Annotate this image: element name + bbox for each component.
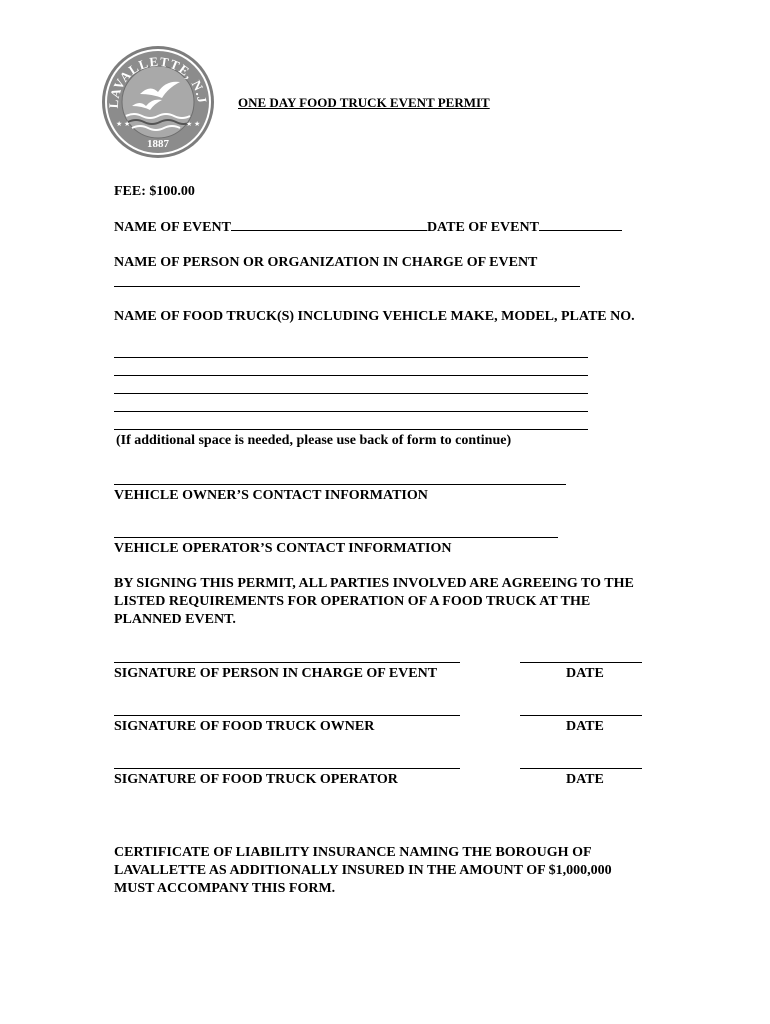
svg-text:★ ★: ★ ★ [186, 120, 201, 128]
food-truck-line-3[interactable] [114, 393, 588, 394]
signature-owner-line[interactable] [114, 715, 460, 716]
event-date-field[interactable] [539, 218, 622, 231]
owner-contact-field[interactable] [114, 484, 566, 485]
food-truck-line-2[interactable] [114, 375, 588, 376]
date-person-line[interactable] [520, 662, 642, 663]
signature-owner-label: SIGNATURE OF FOOD TRUCK OWNER [114, 719, 375, 734]
date-label-3: DATE [566, 772, 604, 787]
seal-top-text: LAVALLETTE, N.J [105, 53, 211, 109]
agreement-text: BY SIGNING THIS PERMIT, ALL PARTIES INVOLVED ARE AGREEING TO THE LISTED REQUIREMENTS FOR OPERATION OF A FOOD TRUCK AT THE PLANNED EVENT. [114, 576, 634, 627]
borough-seal [100, 44, 216, 160]
date-owner-line[interactable] [520, 715, 642, 716]
event-name-field[interactable] [231, 218, 427, 231]
signature-person-line[interactable] [114, 662, 460, 663]
seal-year-text: 1887 [147, 138, 169, 150]
food-truck-line-1[interactable] [114, 357, 588, 358]
svg-text:★ ★: ★ ★ [116, 120, 131, 128]
date-operator-line[interactable] [520, 768, 642, 769]
event-date-label: DATE OF EVENT [426, 220, 539, 235]
date-label-2: DATE [566, 719, 604, 734]
food-truck-line-5[interactable] [114, 429, 588, 430]
additional-space-note: (If additional space is needed, please use back of form to continue) [116, 433, 512, 448]
person-org-label: NAME OF PERSON OR ORGANIZATION IN CHARGE OF EVENT [114, 255, 538, 270]
fee-text: FEE: $100.00 [114, 184, 195, 199]
page-title: ONE DAY FOOD TRUCK EVENT PERMIT [238, 95, 490, 110]
signature-operator-line[interactable] [114, 768, 460, 769]
seal-graphic [100, 44, 216, 160]
operator-contact-field[interactable] [114, 537, 558, 538]
food-truck-line-4[interactable] [114, 411, 588, 412]
food-truck-label: NAME OF FOOD TRUCK(S) INCLUDING VEHICLE MAKE, MODEL, PLATE NO. [114, 309, 635, 324]
signature-operator-label: SIGNATURE OF FOOD TRUCK OPERATOR [114, 772, 398, 787]
owner-contact-label: VEHICLE OWNER’S CONTACT INFORMATION [114, 488, 428, 503]
operator-contact-label: VEHICLE OPERATOR’S CONTACT INFORMATION [114, 541, 452, 556]
signature-person-label: SIGNATURE OF PERSON IN CHARGE OF EVENT [114, 666, 438, 681]
event-name-label: NAME OF EVENT [114, 220, 231, 235]
insurance-note: CERTIFICATE OF LIABILITY INSURANCE NAMING THE BOROUGH OF LAVALLETTE AS ADDITIONALLY INSURED IN THE AMOUNT OF $1,000,000 MUST ACCOMPANY THIS FORM. [114, 845, 612, 896]
date-label-1: DATE [566, 666, 604, 681]
person-org-field[interactable] [114, 286, 580, 287]
event-name-row [114, 218, 622, 237]
